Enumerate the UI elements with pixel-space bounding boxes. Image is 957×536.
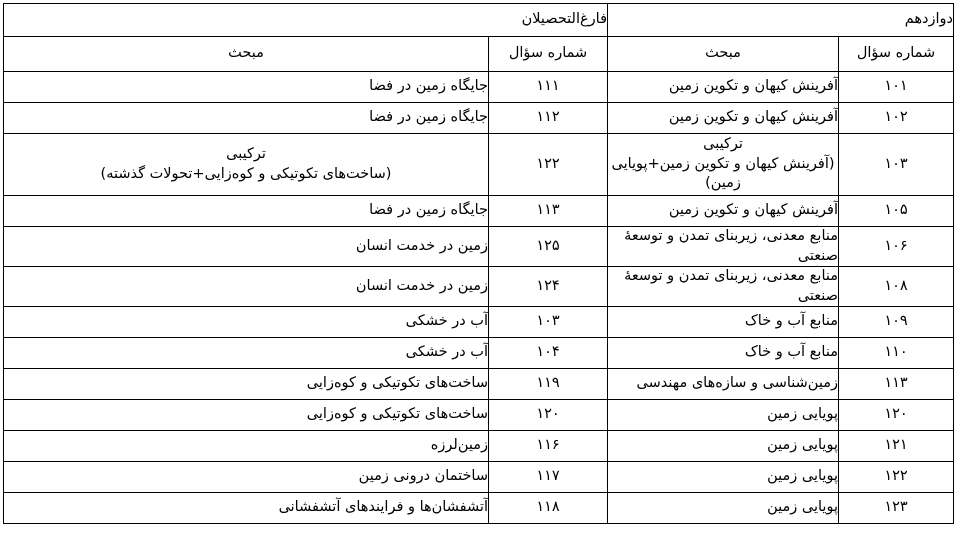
table-row: [4, 227, 954, 267]
table-row: [4, 134, 954, 196]
graduates-question-number: ۱۱۶: [489, 431, 608, 462]
graduates-topic: ساختمان درونی زمین: [4, 462, 489, 493]
graduates-topic-header: مبحث: [4, 37, 489, 72]
grade12-topic: منابع آب و خاک: [608, 307, 839, 338]
grade12-topic: [608, 134, 839, 196]
graduates-number-header: شماره سؤال: [489, 37, 608, 72]
graduates-topic: زمین در خدمت انسان: [4, 267, 489, 307]
grade12-topic: پویایی زمین: [608, 400, 839, 431]
table-row: [4, 267, 954, 307]
grade12-question-number: ۱۰۶: [839, 227, 954, 267]
group-graduates-header: فارغ‌التحصیلان: [4, 4, 608, 37]
graduates-topic: ساخت‌های تکوتیکی و کوه‌زایی: [4, 369, 489, 400]
grade12-question-number: ۱۲۰: [839, 400, 954, 431]
grade12-question-number: ۱۰۲: [839, 103, 954, 134]
table-row: [4, 307, 954, 338]
grade12-topic-line1: ترکیبی: [703, 136, 743, 153]
grade12-topic: پویایی زمین: [608, 431, 839, 462]
graduates-question-number: ۱۱۹: [489, 369, 608, 400]
table-row: [4, 493, 954, 524]
table-row: [4, 72, 954, 103]
graduates-question-number: ۱۲۵: [489, 227, 608, 267]
table-row: [4, 369, 954, 400]
grade12-topic: زمین‌شناسی و سازه‌های مهندسی: [608, 369, 839, 400]
graduates-topic: آتشفشان‌ها و فرایندهای آتشفشانی: [4, 493, 489, 524]
grade12-topic: آفرینش کیهان و تکوین زمین: [608, 196, 839, 227]
table-row: [4, 196, 954, 227]
grade12-question-number: ۱۰۸: [839, 267, 954, 307]
group-header-row: [4, 4, 954, 37]
grade12-question-number: ۱۰۳: [839, 134, 954, 196]
graduates-question-number: ۱۱۲: [489, 103, 608, 134]
grade12-topic: منابع آب و خاک: [608, 338, 839, 369]
graduates-question-number: ۱۰۳: [489, 307, 608, 338]
grade12-question-number: ۱۱۳: [839, 369, 954, 400]
grade12-question-number: ۱۰۵: [839, 196, 954, 227]
group-grade12-header: دوازدهم: [608, 4, 954, 37]
grade12-topic: پویایی زمین: [608, 462, 839, 493]
graduates-topic: زمین‌لرزه: [4, 431, 489, 462]
question-topic-table: [3, 3, 954, 524]
graduates-topic: زمین در خدمت انسان: [4, 227, 489, 267]
grade12-topic-line2: (آفرینش کیهان و تکوین زمین+پویایی زمین): [611, 155, 835, 192]
graduates-question-number: ۱۲۴: [489, 267, 608, 307]
graduates-topic: آب در خشکی: [4, 338, 489, 369]
table-row: [4, 462, 954, 493]
table-row: [4, 103, 954, 134]
column-header-row: [4, 37, 954, 72]
grade12-topic: آفرینش کیهان و تکوین زمین: [608, 103, 839, 134]
grade12-question-number: ۱۲۳: [839, 493, 954, 524]
graduates-question-number: ۱۲۰: [489, 400, 608, 431]
graduates-topic-line2: (ساخت‌های تکوتیکی و کوه‌زایی+تحولات گذشته): [100, 165, 392, 182]
graduates-question-number: ۱۱۷: [489, 462, 608, 493]
grade12-number-header: شماره سؤال: [839, 37, 954, 72]
graduates-question-number: ۱۲۲: [489, 134, 608, 196]
grade12-topic: آفرینش کیهان و تکوین زمین: [608, 72, 839, 103]
graduates-question-number: ۱۱۱: [489, 72, 608, 103]
graduates-topic: جایگاه زمین در فضا: [4, 196, 489, 227]
grade12-topic: پویایی زمین: [608, 493, 839, 524]
graduates-question-number: ۱۱۸: [489, 493, 608, 524]
table-row: [4, 400, 954, 431]
graduates-topic: جایگاه زمین در فضا: [4, 72, 489, 103]
grade12-topic: منابع معدنی، زیربنای تمدن و توسعهٔ صنعتی: [608, 267, 839, 307]
graduates-question-number: ۱۰۴: [489, 338, 608, 369]
graduates-topic: ساخت‌های تکوتیکی و کوه‌زایی: [4, 400, 489, 431]
graduates-topic: جایگاه زمین در فضا: [4, 103, 489, 134]
graduates-topic-line1: ترکیبی: [226, 145, 266, 162]
grade12-question-number: ۱۰۹: [839, 307, 954, 338]
table-row: [4, 338, 954, 369]
grade12-question-number: ۱۲۲: [839, 462, 954, 493]
grade12-question-number: ۱۱۰: [839, 338, 954, 369]
graduates-topic: [4, 134, 489, 196]
grade12-topic: منابع معدنی، زیربنای تمدن و توسعهٔ صنعتی: [608, 227, 839, 267]
table-row: [4, 431, 954, 462]
grade12-question-number: ۱۰۱: [839, 72, 954, 103]
grade12-question-number: ۱۲۱: [839, 431, 954, 462]
graduates-question-number: ۱۱۳: [489, 196, 608, 227]
graduates-topic: آب در خشکی: [4, 307, 489, 338]
grade12-topic-header: مبحث: [608, 37, 839, 72]
